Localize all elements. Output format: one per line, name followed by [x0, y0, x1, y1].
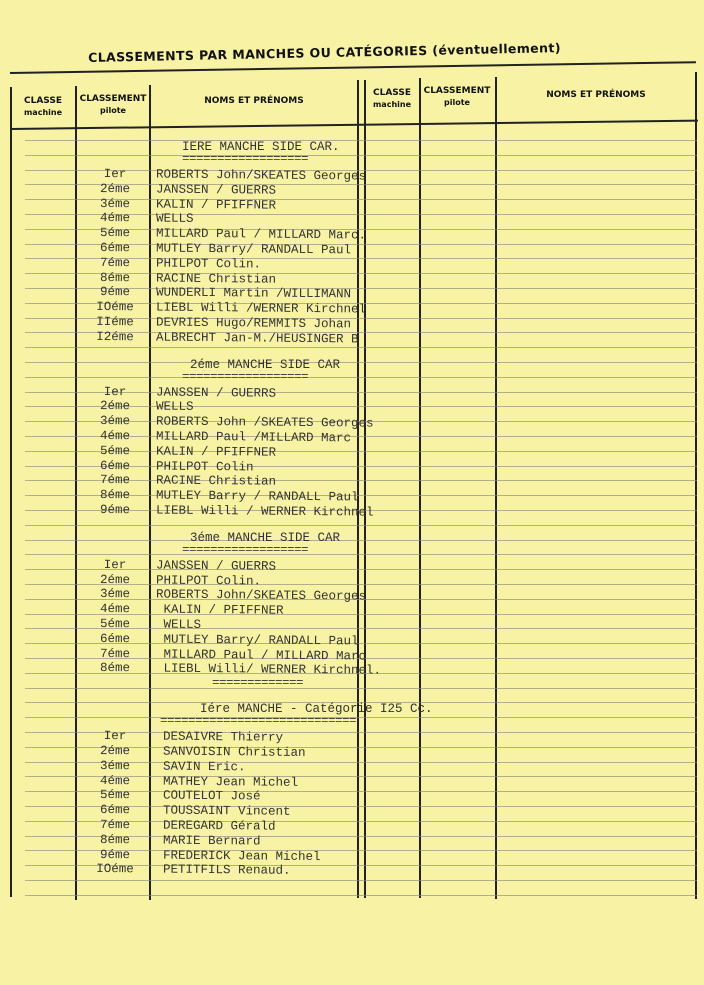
name-cell: JANSSEN / GUERRS [155, 182, 277, 198]
result-row [0, 502, 420, 520]
header-bottom-rule [10, 120, 698, 130]
column-header-classe-machine [14, 96, 72, 118]
column-header-classement-pilote [78, 94, 148, 116]
rank-cell: IOéme [96, 862, 134, 877]
rank-cell: 9éme [99, 502, 131, 518]
rank-cell: Ier [103, 384, 127, 399]
rank-cell: 6éme [99, 458, 131, 473]
name-cell: KALIN / PFIFFNER [155, 444, 277, 460]
name-cell: TOUSSAINT Vincent [162, 803, 291, 819]
rank-cell: 8éme [99, 488, 131, 503]
rank-cell: 2éme [99, 743, 131, 759]
column-header-classement-pilote [421, 86, 493, 108]
name-cell: MARIE Bernard [162, 833, 261, 849]
name-cell: DESAIVRE Thierry [162, 729, 284, 745]
rank-cell: 3éme [99, 414, 131, 429]
name-cell: FREDERICK Jean Michel [162, 848, 321, 864]
column-header-noms [152, 96, 356, 107]
name-cell: LIEBL Willi / WERNER Kirchnel [155, 503, 374, 520]
ruled-line [25, 880, 697, 881]
section-heading: Iére MANCHE - Catégorie I25 Cc. [200, 702, 433, 717]
header-line: NOMS ET PRÉNOMS [204, 96, 304, 106]
column-header-noms [498, 90, 694, 101]
ruled-line [25, 540, 697, 541]
rank-cell: 6éme [99, 240, 131, 256]
rank-cell: 5éme [99, 788, 131, 803]
rank-cell: 5éme [99, 226, 131, 241]
rank-cell: 7éme [99, 646, 131, 661]
name-cell: WELLS [155, 617, 202, 632]
section-underline: ================== [182, 542, 309, 557]
rank-cell: 3éme [99, 196, 131, 211]
header-line: pilote [444, 98, 470, 107]
header-line: NOMS ET PRÉNOMS [546, 90, 646, 100]
header-line: machine [23, 108, 63, 117]
rank-cell: I2éme [96, 329, 134, 345]
rank-cell: 2éme [99, 399, 131, 414]
table-right-border [695, 72, 697, 899]
rank-cell: 8éme [99, 661, 131, 676]
rank-cell: 4éme [99, 428, 131, 444]
name-cell: SANVOISIN Christian [162, 744, 306, 760]
rank-cell: 6éme [99, 631, 131, 647]
rank-cell: 8éme [99, 832, 131, 848]
rank-cell: 4éme [99, 602, 131, 617]
header-line: CLASSEMENT [423, 86, 491, 96]
ruled-line [25, 554, 697, 555]
name-cell: ROBERTS John/SKEATES Georges [155, 587, 367, 604]
rank-cell: 7éme [99, 255, 131, 271]
name-cell: JANSSEN / GUERRS [155, 558, 277, 574]
rank-cell: IOéme [96, 300, 134, 315]
ruled-line [25, 155, 697, 156]
section-underline: ================== [182, 369, 309, 384]
name-cell: DEREGARD Gérald [162, 818, 276, 834]
ruled-line [25, 717, 697, 718]
rank-cell: 3éme [99, 758, 131, 774]
name-cell: DEVRIES Hugo/REMMITS Johan [155, 315, 352, 332]
name-cell: WELLS [155, 211, 194, 227]
name-cell: ROBERTS John/SKEATES Georges [155, 167, 367, 184]
name-cell: PHILPOT Colin. [155, 573, 262, 589]
header-line: CLASSEMENT [79, 94, 147, 104]
ruled-line [25, 362, 697, 363]
page-title: CLASSEMENTS PAR MANCHES OU CATÉGORIES (éventuellement) [88, 40, 562, 65]
name-cell: MUTLEY Barry/ RANDALL Paul [155, 241, 352, 258]
name-cell: PETITFILS Renaud. [162, 862, 291, 879]
rank-cell: 4éme [99, 773, 131, 788]
name-cell: MATHEY Jean Michel [162, 774, 299, 790]
ruled-line [25, 688, 697, 689]
name-cell: LIEBL Willi /WERNER Kirchnel [155, 300, 367, 317]
rank-cell: Ier [103, 729, 127, 744]
rank-cell: Ier [103, 166, 127, 182]
rank-cell: 9éme [99, 285, 131, 300]
ruled-line [25, 525, 697, 526]
rank-cell: 7éme [99, 817, 131, 833]
name-cell: PHILPOT Colin [155, 459, 254, 475]
rank-cell: IIéme [96, 314, 134, 330]
name-cell: MILLARD Paul / MILLARD Marc. [155, 226, 367, 243]
section-underline: ================== [182, 152, 309, 166]
section-heading: 2éme MANCHE SIDE CAR [190, 357, 341, 372]
name-cell: WELLS [155, 399, 194, 415]
ruled-line [25, 347, 697, 348]
name-cell: ALBRECHT Jan-M./HEUSINGER B [155, 330, 359, 347]
rank-cell: 3éme [99, 587, 131, 602]
rank-cell: Ier [103, 557, 127, 573]
name-cell: RACINE Christian [155, 271, 277, 287]
section-heading: 3éme MANCHE SIDE CAR [190, 530, 341, 545]
name-cell: MUTLEY Barry / RANDALL Paul [155, 488, 359, 505]
name-cell: MILLARD Paul /MILLARD Marc [155, 429, 352, 446]
rank-cell: 2éme [99, 572, 131, 587]
name-cell: RACINE Christian [155, 473, 277, 490]
name-cell: ROBERTS John /SKEATES Georges [155, 414, 374, 431]
rank-cell: 6éme [99, 803, 131, 818]
column-header-classe-machine [366, 88, 418, 110]
ruled-line [25, 895, 697, 896]
rank-cell: 4éme [99, 211, 131, 226]
header-line: CLASSE [23, 96, 62, 106]
name-cell: JANSSEN / GUERRS [155, 385, 277, 401]
rank-cell: 7éme [99, 473, 131, 488]
name-cell: LIEBL Willi/ WERNER Kirchnel. [155, 661, 382, 679]
rank-cell: 5éme [99, 443, 131, 459]
section-trailer: ============= [212, 676, 304, 691]
header-line: machine [372, 100, 412, 109]
section-underline: ============================ [160, 714, 357, 729]
name-cell: SAVIN Eric. [162, 759, 246, 775]
name-cell: WUNDERLI Martin /WILLIMANN [155, 285, 352, 302]
ruled-line [25, 377, 697, 378]
name-cell: PHILPOT Colin. [155, 256, 262, 272]
name-cell: KALIN / PFIFFNER [155, 602, 284, 618]
header-line: CLASSE [372, 88, 411, 98]
name-cell: KALIN / PFIFFNER [155, 197, 277, 213]
result-row [0, 329, 420, 347]
result-row [0, 861, 420, 879]
rank-cell: 5éme [99, 616, 131, 632]
rank-cell: 2éme [99, 181, 131, 197]
header-line: pilote [100, 106, 126, 115]
ruled-line [25, 140, 697, 141]
result-row [0, 660, 420, 678]
name-cell: MUTLEY Barry/ RANDALL Paul [155, 632, 359, 649]
name-cell: COUTELOT José [162, 788, 261, 804]
rank-cell: 8éme [99, 270, 131, 285]
section-heading: IERE MANCHE SIDE CAR. [182, 140, 340, 154]
rank-cell: 9éme [99, 847, 131, 862]
name-cell: MILLARD Paul / MILLARD Marc [155, 647, 367, 664]
